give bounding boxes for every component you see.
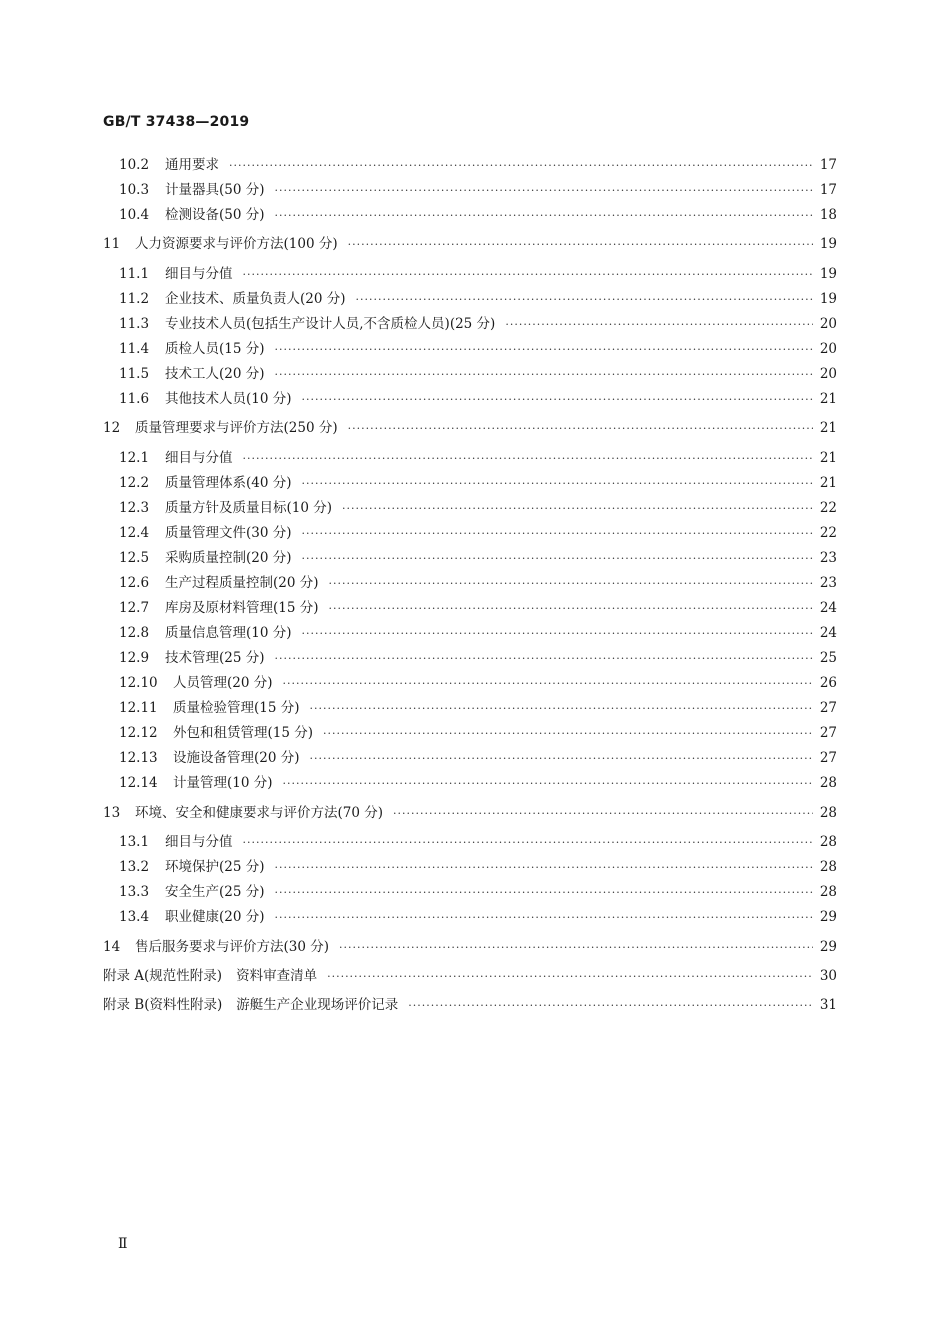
toc-item-page: 19 xyxy=(813,263,837,285)
toc-item-title: 质量管理要求与评价方法(250 分) xyxy=(135,420,338,436)
toc-item-page: 21 xyxy=(813,417,837,439)
toc-item-title: 库房及原材料管理(15 分) xyxy=(165,600,319,616)
leader-dots xyxy=(302,389,837,411)
toc-item-number: 12.8 xyxy=(119,625,150,641)
toc-item-number: 12.5 xyxy=(119,550,150,566)
leader-dots xyxy=(310,698,837,720)
toc-item[interactable] xyxy=(0,417,950,439)
toc-item-page: 20 xyxy=(813,313,837,335)
toc-item-title: 资料审查清单 xyxy=(236,968,318,984)
leader-dots xyxy=(275,907,837,929)
toc-item-number: 12.4 xyxy=(119,525,150,541)
leader-dots xyxy=(243,264,838,286)
leader-dots xyxy=(393,803,837,825)
toc-item-number: 12.3 xyxy=(119,500,150,516)
toc-item-number: 12.2 xyxy=(119,475,150,491)
toc-item[interactable] xyxy=(0,233,950,255)
leader-dots xyxy=(302,523,837,545)
toc-item[interactable] xyxy=(0,154,950,176)
toc-item-number: 12.11 xyxy=(119,700,158,716)
toc-item-page: 24 xyxy=(813,622,837,644)
toc-item-title: 通用要求 xyxy=(165,157,219,173)
toc-item-number: 13.2 xyxy=(119,859,150,875)
toc-item-number: 12.12 xyxy=(119,725,158,741)
leader-dots xyxy=(302,623,837,645)
toc-item-page: 26 xyxy=(813,672,837,694)
toc-item-page: 17 xyxy=(813,154,837,176)
toc-item-number: 13.1 xyxy=(119,834,150,850)
leader-dots xyxy=(348,418,837,440)
toc-item-page: 21 xyxy=(813,472,837,494)
leader-dots xyxy=(283,673,837,695)
toc-item-title: 生产过程质量控制(20 分) xyxy=(165,575,319,591)
toc-item-title: 质量检验管理(15 分) xyxy=(173,700,300,716)
leader-dots xyxy=(243,832,838,854)
leader-dots xyxy=(302,548,837,570)
leader-dots xyxy=(356,289,837,311)
toc-item[interactable] xyxy=(0,881,950,903)
page-number: Ⅱ xyxy=(118,1236,128,1252)
leader-dots xyxy=(505,314,837,336)
leader-dots xyxy=(275,339,837,361)
toc-item-number: 10.3 xyxy=(119,182,150,198)
toc-item-page: 19 xyxy=(813,288,837,310)
toc-item-title: 专业技术人员(包括生产设计人员,不含质检人员)(25 分) xyxy=(165,316,496,332)
toc-item[interactable] xyxy=(0,597,950,619)
toc-item-title: 环境保护(25 分) xyxy=(165,859,265,875)
toc-item[interactable] xyxy=(0,338,950,360)
toc-item-number: 13.3 xyxy=(119,884,150,900)
toc-item[interactable] xyxy=(0,547,950,569)
toc-item[interactable] xyxy=(0,772,950,794)
toc-item-number: 13 xyxy=(103,805,121,821)
toc-item-page: 27 xyxy=(813,747,837,769)
toc-item-number: 11.6 xyxy=(119,391,150,407)
toc-item-page: 30 xyxy=(813,965,837,987)
toc-item-number: 11.2 xyxy=(119,291,150,307)
toc-item-page: 31 xyxy=(813,994,837,1016)
toc-appendix-item[interactable] xyxy=(0,965,950,987)
leader-dots xyxy=(329,573,837,595)
leader-dots xyxy=(342,498,837,520)
toc-item-title: 设施设备管理(20 分) xyxy=(173,750,300,766)
toc-item[interactable] xyxy=(0,936,950,958)
toc-appendix-label: 附录 A(规范性附录) xyxy=(103,968,223,984)
leader-dots xyxy=(323,723,837,745)
toc-item[interactable] xyxy=(0,447,950,469)
toc-appendix-label: 附录 B(资料性附录) xyxy=(103,997,223,1013)
toc-item-number: 13.4 xyxy=(119,909,150,925)
toc-item-page: 21 xyxy=(813,447,837,469)
toc-item-title: 细目与分值 xyxy=(165,834,233,850)
leader-dots xyxy=(327,966,837,988)
toc-item-number: 12.9 xyxy=(119,650,150,666)
toc-item-number: 11.4 xyxy=(119,341,150,357)
toc-item-title: 质量管理文件(30 分) xyxy=(165,525,292,541)
toc-item-title: 安全生产(25 分) xyxy=(165,884,265,900)
toc-item-title: 细目与分值 xyxy=(165,450,233,466)
toc-item[interactable] xyxy=(0,622,950,644)
toc-item[interactable] xyxy=(0,747,950,769)
leader-dots xyxy=(275,857,837,879)
toc-item-number: 12.7 xyxy=(119,600,150,616)
toc-item[interactable] xyxy=(0,522,950,544)
toc-item-number: 11.5 xyxy=(119,366,150,382)
leader-dots xyxy=(408,995,837,1017)
toc-item[interactable] xyxy=(0,672,950,694)
leader-dots xyxy=(275,364,837,386)
toc-item-number: 12.1 xyxy=(119,450,150,466)
toc-item-number: 12.6 xyxy=(119,575,150,591)
leader-dots xyxy=(310,748,837,770)
leader-dots xyxy=(275,180,837,202)
toc-item[interactable] xyxy=(0,288,950,310)
toc-item-page: 25 xyxy=(813,647,837,669)
toc-item-page: 24 xyxy=(813,597,837,619)
leader-dots xyxy=(348,234,837,256)
toc-item[interactable] xyxy=(0,906,950,928)
toc-item-number: 11 xyxy=(103,236,121,252)
toc-item-title: 其他技术人员(10 分) xyxy=(165,391,292,407)
toc-item[interactable] xyxy=(0,497,950,519)
toc-item-title: 计量管理(10 分) xyxy=(173,775,273,791)
leader-dots xyxy=(229,155,837,177)
toc-item-number: 12.10 xyxy=(119,675,158,691)
toc-item-page: 27 xyxy=(813,722,837,744)
toc-item-title: 细目与分值 xyxy=(165,266,233,282)
toc-item[interactable] xyxy=(0,722,950,744)
toc-item-number: 12 xyxy=(103,420,121,436)
toc-item-page: 19 xyxy=(813,233,837,255)
toc-item[interactable] xyxy=(0,831,950,853)
toc-item-title: 外包和租赁管理(15 分) xyxy=(173,725,314,741)
toc-item-page: 17 xyxy=(813,179,837,201)
toc-item-title: 质量管理体系(40 分) xyxy=(165,475,292,491)
toc-item-number: 10.2 xyxy=(119,157,150,173)
toc-item[interactable] xyxy=(0,388,950,410)
toc-item-page: 28 xyxy=(813,802,837,824)
leader-dots xyxy=(283,773,837,795)
leader-dots xyxy=(302,473,837,495)
leader-dots xyxy=(275,882,837,904)
toc-item-title: 售后服务要求与评价方法(30 分) xyxy=(135,939,330,955)
toc-item-title: 环境、安全和健康要求与评价方法(70 分) xyxy=(135,805,384,821)
toc-item-number: 11.3 xyxy=(119,316,150,332)
leader-dots xyxy=(329,598,837,620)
toc-item-page: 28 xyxy=(813,881,837,903)
toc-item-title: 检测设备(50 分) xyxy=(165,207,265,223)
toc-item-title: 职业健康(20 分) xyxy=(165,909,265,925)
toc-item-title: 计量器具(50 分) xyxy=(165,182,265,198)
toc-item[interactable] xyxy=(0,856,950,878)
toc-item-title: 采购质量控制(20 分) xyxy=(165,550,292,566)
toc-item[interactable] xyxy=(0,363,950,385)
toc-item-title: 技术管理(25 分) xyxy=(165,650,265,666)
toc-item-page: 20 xyxy=(813,338,837,360)
toc-item-page: 29 xyxy=(813,906,837,928)
toc-item-number: 14 xyxy=(103,939,121,955)
toc-item-title: 质检人员(15 分) xyxy=(165,341,265,357)
leader-dots xyxy=(275,205,837,227)
toc-item-page: 23 xyxy=(813,572,837,594)
toc-item-number: 11.1 xyxy=(119,266,150,282)
toc-item-page: 22 xyxy=(813,522,837,544)
toc-item-page: 21 xyxy=(813,388,837,410)
toc-item-number: 12.14 xyxy=(119,775,158,791)
toc-item[interactable] xyxy=(0,802,950,824)
toc-item-title: 企业技术、质量负责人(20 分) xyxy=(165,291,346,307)
toc-item-title: 人力资源要求与评价方法(100 分) xyxy=(135,236,338,252)
toc-item-page: 28 xyxy=(813,831,837,853)
toc-item-page: 23 xyxy=(813,547,837,569)
toc-item[interactable] xyxy=(0,179,950,201)
toc-item[interactable] xyxy=(0,313,950,335)
toc-item-title: 质量信息管理(10 分) xyxy=(165,625,292,641)
toc-item-title: 技术工人(20 分) xyxy=(165,366,265,382)
toc-item-page: 28 xyxy=(813,856,837,878)
toc-item-title: 人员管理(20 分) xyxy=(173,675,273,691)
toc-item-page: 29 xyxy=(813,936,837,958)
standard-code: GB/T 37438—2019 xyxy=(103,114,250,130)
toc-item[interactable] xyxy=(0,263,950,285)
leader-dots xyxy=(339,937,837,959)
toc-item-number: 12.13 xyxy=(119,750,158,766)
leader-dots xyxy=(243,448,838,470)
toc-item-title: 质量方针及质量目标(10 分) xyxy=(165,500,333,516)
toc-item[interactable] xyxy=(0,647,950,669)
toc-item-page: 20 xyxy=(813,363,837,385)
toc-item-page: 27 xyxy=(813,697,837,719)
toc-item[interactable] xyxy=(0,697,950,719)
toc-item-title: 游艇生产企业现场评价记录 xyxy=(236,997,399,1013)
leader-dots xyxy=(275,648,837,670)
toc-item[interactable] xyxy=(0,472,950,494)
toc-appendix-item[interactable] xyxy=(0,994,950,1016)
toc-item-page: 22 xyxy=(813,497,837,519)
toc-item[interactable] xyxy=(0,204,950,226)
toc-item-number: 10.4 xyxy=(119,207,150,223)
toc-item[interactable] xyxy=(0,572,950,594)
toc-item-page: 18 xyxy=(813,204,837,226)
toc-item-page: 28 xyxy=(813,772,837,794)
